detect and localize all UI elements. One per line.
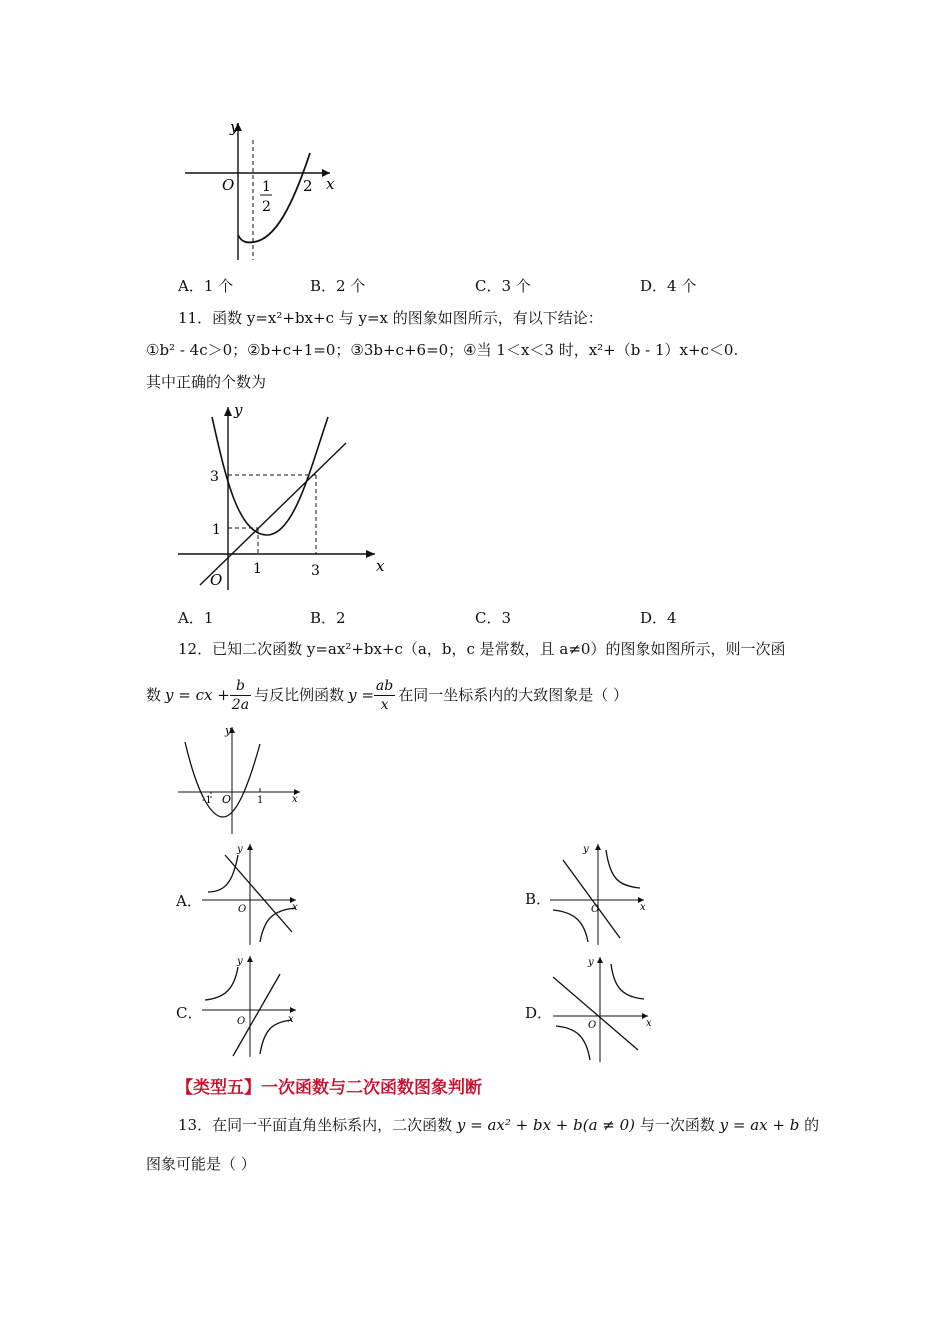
q12-formula2-fraction	[374, 677, 395, 714]
q12-formula2-den: x	[380, 696, 389, 713]
q11-option-b: B．2	[310, 609, 346, 627]
q11-conclusions: ①b² - 4c＞0；②b+c+1=0；③3b+c+6=0；④当 1＜x＜3 时，x²+（b - 1）x+c＜0.	[146, 341, 739, 359]
q10-half-num: 1	[262, 179, 271, 195]
q12-b-y: y	[583, 844, 589, 855]
q12-c-origin: O	[237, 1016, 246, 1027]
q10-y-label: y	[230, 118, 239, 136]
q12-option-c-graph	[200, 952, 310, 1062]
q12-d-origin: O	[588, 1020, 597, 1031]
q13-stem	[178, 1115, 819, 1135]
q12-formula1-prefix: y = cx +	[165, 686, 230, 704]
q12-formula1-num: b	[230, 677, 251, 696]
q12-option-b-label: B．	[525, 890, 552, 908]
q12-main-neg1: -1	[202, 795, 212, 806]
q11-y1-label: 1	[212, 522, 221, 538]
q12-b-x: x	[640, 902, 646, 913]
q12-option-c-label: C．	[176, 1004, 203, 1022]
q11-question: 其中正确的个数为	[146, 373, 267, 391]
q13-stem-line2: 图象可能是（ ）	[146, 1155, 256, 1173]
q12-main-x: x	[292, 794, 298, 805]
q12-formula1-fraction	[230, 677, 251, 714]
q12-d-y: y	[588, 957, 594, 968]
q13-formula1: y = ax² + bx + b(a ≠ 0)	[456, 1116, 636, 1134]
q12-option-a-graph	[200, 840, 310, 950]
q12-stem: 12．已知二次函数 y=ax²+bx+c（a，b，c 是常数，且 a≠0）的图象如图所示，则一次函	[178, 640, 786, 658]
q10-half-den: 2	[262, 199, 271, 215]
q13-line1-c: 的	[804, 1116, 820, 1134]
q12-option-d-label: D．	[525, 1004, 553, 1022]
q11-option-d: D．4	[640, 609, 677, 627]
q12-main-origin: O	[222, 793, 232, 806]
q12-formula2-prefix: y =	[348, 686, 374, 704]
q11-stem: 11．函数 y=x²+bx+c 与 y=x 的图象如图所示，有以下结论：	[178, 309, 603, 327]
q11-x-label: x	[376, 557, 385, 575]
q12-b-origin: O	[591, 904, 600, 915]
q11-origin: O	[210, 571, 223, 589]
q12-d-x: x	[646, 1018, 652, 1029]
q12-c-x: x	[288, 1014, 294, 1025]
q12-a-origin: O	[238, 904, 247, 915]
q11-y-label: y	[234, 401, 243, 419]
q13-line1-b: 与一次函数	[639, 1116, 715, 1134]
q13-line1-a: 13．在同一平面直角坐标系内，二次函数	[178, 1116, 453, 1134]
q10-option-b: B．2 个	[310, 277, 366, 295]
q12-main-pos1: 1	[257, 795, 264, 806]
q12-line2-suffix: 在同一坐标系内的大致图象是（ ）	[398, 686, 628, 704]
q10-option-c: C．3 个	[475, 277, 531, 295]
q11-x1-label: 1	[253, 561, 262, 577]
q10-root: 2	[303, 177, 313, 195]
q10-option-d: D．4 个	[640, 277, 697, 295]
q12-formula2-num: ab	[375, 677, 394, 694]
q13-formula2: y = ax + b	[719, 1116, 800, 1134]
q12-option-a-label: A．	[176, 892, 202, 910]
q12-c-y: y	[237, 956, 243, 967]
q12-formula1-den: 2a	[231, 696, 250, 713]
q12-main-graph	[170, 722, 310, 842]
q10-x-label: x	[326, 175, 335, 193]
q10-origin: O	[222, 176, 235, 194]
q12-stem-line2	[146, 672, 628, 718]
q12-a-y: y	[237, 844, 243, 855]
q11-option-a: A．1	[178, 609, 214, 627]
q12-line2-mid: 与反比例函数	[254, 686, 345, 704]
q11-y3-label: 3	[210, 469, 219, 485]
q10-option-a: A．1 个	[178, 277, 234, 295]
q11-option-c: C．3	[475, 609, 512, 627]
q12-main-y: y	[225, 724, 232, 737]
q12-option-d-graph	[548, 952, 658, 1067]
q12-a-x: x	[292, 902, 298, 913]
q10-graph	[180, 115, 340, 265]
q11-graph	[170, 395, 395, 595]
q12-line2-prefix: 数	[146, 686, 162, 704]
section-title: 【类型五】一次函数与二次函数图象判断	[176, 1078, 482, 1098]
q12-option-b-graph	[548, 840, 658, 950]
q11-x3-label: 3	[311, 563, 320, 579]
